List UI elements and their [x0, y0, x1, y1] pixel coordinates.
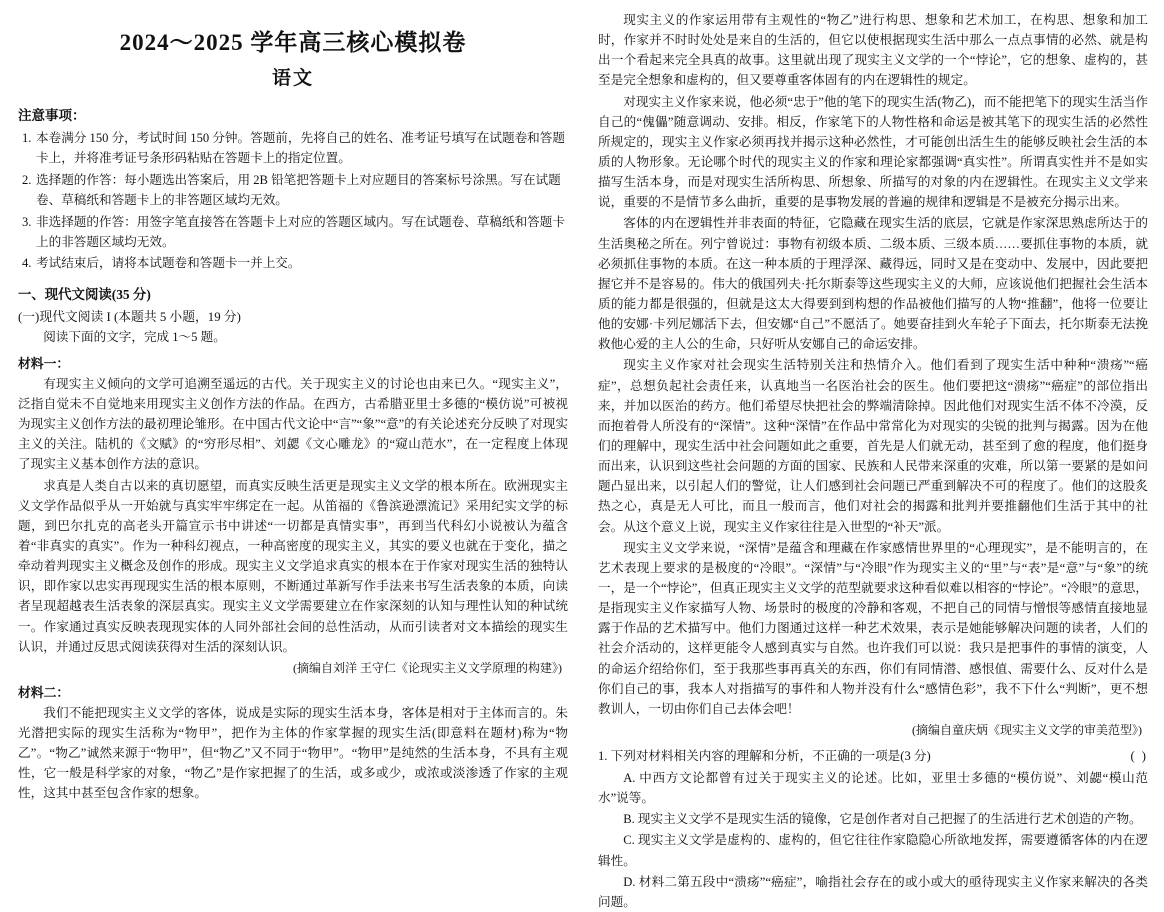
- option-d: D. 材料二第五段中“溃疡”“癌症”，喻指社会存在的或小或大的亟待现实主义作家来解决的各类问题。: [598, 874, 1148, 909]
- notice-item: [22, 212, 568, 253]
- body-paragraph: 现实主义文学来说，“深情”是蕴含和理藏在作家感情世界里的“心理现实”，是不能明言的，在艺术表现上要求的是极度的“冷眼”。“深情”与“冷眼”作为现实主义的“里”与“表”是“意”与“象”的统一，是一个“悖论”，但真正现实主义文学的范型就要求这种看似难以相容的“悖论”。“冷眼”的意思，是指现实主义作家描写人物、场景时的极度的冷静和客观，不把自己的同情与憎恨等感情直接地显露于作品的艺术描写中。他们力图通过这样一种艺术效果，表示是她能够解决问题的读者，人们的社会介活动的，这样更能令人感到真实与自然。也许我们可以说：我只是把事件的事情的演变，人的命运介绍给你们，至于我那些事再真关的东西，你们有同情潜、感恨值、需要什么、反对什么是你们自己的事，我本人对指描写的事件和人物并没有什么“感情色彩”，我不下什么“判断”，更不想教训人，一切由你们自己去体会吧！: [598, 540, 1148, 716]
- material-one-paragraph: 求真是人类自古以来的真切愿望，而真实反映生活更是现实主义文学的根本所在。欧洲现实主义文学作品似乎从一开始就与真实牢牢绑定在一起。从笛福的《鲁滨逊漂流记》采用纪实文学的标题，到巴尔扎克的高老头开篇宣示书中讲述“一切都是真情实事”，再到当代科幻小说被认为蕴含着“非真实的真实”。作为一种科幻视点，一种高密度的现实主义，其实的要义也就在于变化，描之牵动着判现实主义概念及创作的形成。现实主义文学追求真实的根本在于作家对现实生活的独特认识，即作家以忠实再现现实生活的根本原则，不断通过革新写作手法来书写生活表象的本质，向读者呈现超越表生活表象的深层真实。现实主义文学需要建立在作家深刻的认知与理性认知的种试统一。作家通过真实反映表现现实体的人同外部社会间的总性活动，从而引读者对文本描绘的现实生认识，并通过反思式阅读获得对生活的深刻认识。: [18, 478, 568, 654]
- section-instruction: 阅读下面的文字，完成 1～5 题。: [43, 329, 226, 344]
- material-one-paragraph: 有现实主义倾向的文学可追溯至遥远的古代。关于现实主义的讨论也由来已久。“现实主义”，泛指自觉未不自觉地来用现实主义创作方法的作品。在西方，古希腊亚里士多德的“模仿说”可被视为现实主义创作方法的最初理论雏形。在中国古代文论中“言”“象”“意”的有关论述充分反映了对现实主义的关注。陆机的《文赋》的“穷形尽相”、刘勰《文心雕龙》的“窥山范水”，在一定程度上体现了现实主义基本创作方法的意识。: [18, 376, 568, 472]
- right-column-source: (摘编自童庆炳《现实主义文学的审美范型》): [912, 722, 1142, 737]
- notice-item: [22, 128, 568, 169]
- notice-item-number: 3.: [22, 214, 32, 229]
- question-stem-text: 1. 下列对材料相关内容的理解和分析，不正确的一项是(3 分): [598, 748, 931, 763]
- notice-item: [22, 253, 568, 273]
- section-title: 一、现代文阅读(35 分): [18, 286, 151, 302]
- page-title: 2024～2025 学年高三核心模拟卷: [119, 30, 467, 55]
- body-paragraph: 客体的内在逻辑性并非表面的特征，它隐藏在现实生活的底层，它就是作家深思熟虑所达于的生活奥秘之所在。列宁曾说过：事物有初级本质、二级本质、三级本质……要抓住事物的本质，就必须抓住事物的本质。在这一种本质的于理浮深、藏得远，同时又是在变动中、发展中，因此要把握它并不是容易的。伟大的俄国列夫·托尔斯泰等这些现实主义的大师，应该说他们把握社会生活本质的能力都是很强的，但就是这太大得要到到构想的作品被他们描写的人物“推翻”，他将一位要让他的安娜·卡列尼娜活下去，但安娜“自己”不愿活了。她要奋挂到火车轮子下面去，托尔斯泰无法挽救他心爱的主人公的生命，只好听从安娜自己的命运安排。: [598, 216, 1148, 352]
- material-one-label: 材料一：: [18, 356, 70, 371]
- option-b: B. 现实主义文学不是现实生活的镜像，它是创作者对自己把握了的生活进行艺术创造的产物。: [623, 812, 1142, 827]
- option-c: C. 现实主义文学是虚构的、虚构的，但它往往作家隐隐心所欲地发挥，需要遵循客体的内在逻辑性。: [598, 833, 1148, 868]
- subject-title: 语文: [271, 68, 314, 89]
- material-two-paragraph: 我们不能把现实主义文学的客体，说成是实际的现实生活本身，客体是相对于主体而言的。朱光潜把实际的现实生活称为“物甲”，把作为主体的作家掌握的现实生活(即意料在题材)称为“物乙”。“物乙”诚然来源于“物甲”，但“物乙”又不同于“物甲”。“物甲”是纯然的生活本身，不具有主观性，它一般是科学家的对象，“物乙”是作家把握了的生活，或多或少，或浓或淡渗透了作家的主观性，这其中甚至包含作家的想象。: [18, 705, 568, 801]
- body-paragraph: 现实主义作家对社会现实生活特别关注和热情介入。他们看到了现实生活中种种“溃疡”“癌症”，总想负起社会责任来，认真地当一名医治社会的医生。他们要把这“溃疡”“癌症”的部位指出来，并加以医治的药方。他们希望尽快把社会的弊端清除掉。因此他们对现实生活不体不冷漠，反而抱着骨人所没有的“深情”。这种“深情”在作品中常常化为对现实的尖锐的批判与揭露。因为在他们的理解中，现实生活中社会问题如此之重要，首先是人们就无动，甚至到了愈的程度，他们挺身而出来，认识到这些社会问题的方面的国家、民族和人民带来深重的灾难，所以第一要紧的是如问题凸显出来，以引起人们的警觉，让人们感到社会问题已严重到解决不可的程度了。他们的这股炙热之心，真是无人可比，而且一般而言，他们对社会的揭露和批判并要推翻他们生活于其中的社会。从这个意义上说，现实主义作家往往是入世型的“补天”派。: [598, 358, 1148, 534]
- answer-brackets: ( ): [1130, 748, 1148, 763]
- option-a: A. 中西方文论都曾有过关于现实主义的论述。比如，亚里士多德的“模仿说”、刘勰“模山范水”说等。: [598, 771, 1148, 806]
- body-paragraph: 现实主义的作家运用带有主观性的“物乙”进行构思、想象和艺术加工，在构思、想象和加工时，作家并不时时处处是来自的生活的，但它以使根据现实生活中那么一点点事情的必然、就是构出一个看起来完全具真的故事。这里就出现了现实主义文学的一个“悖论”，它的想象、虚构的，甚至是完全想象和虚构的，但又要尊重客体固有的内在逻辑性的规定。: [598, 13, 1148, 88]
- body-paragraph: 对现实主义作家来说，他必须“忠于”他的笔下的现实生活(物乙)，而不能把笔下的现实生活当作自己的“傀儡”随意调动、安排。相反，作家笔下的人物性格和命运是被其笔下的现实生活的必然性所规定的，现实主义作家必须再找并揭示这种必然性，才可能创出活生生的能够反映社会生活的本质的人物形象。无论哪个时代的现实主义的作家和理论家都强调“真实性”。所谓真实性并不是如实描写生活本身，而是对现实生活所构思、所想象、所描写的对象的内在逻辑性。在现实主义文学来说，重要的不是情节多么曲折，重要的是事物发展的普遍的规律和逻辑是不是被充分揭示出来。: [598, 94, 1148, 210]
- notice-item-text: 非选择题的作答：用签字笔直接答在答题卡上对应的答题区域内。写在试题卷、草稿纸和答题卡上的非答题区域均无效。: [36, 214, 565, 249]
- section-subtitle: (一)现代文阅读 I (本题共 5 小题，19 分): [18, 309, 241, 324]
- notice-item-text: 本卷满分 150 分，考试时间 150 分钟。答题前，先将自己的姓名、准考证号填写在试题卷和答题卡上，并将准考证号条形码粘贴在答题卡上的指定位置。: [36, 131, 565, 166]
- notice-item-text: 选择题的作答：每小题选出答案后，用 2B 铅笔把答题卡上对应题目的答案标号涂黑。写在试题卷、草稿纸和答题卡上的非答题区域均无效。: [36, 172, 561, 208]
- notice-item-number: 2.: [22, 172, 32, 187]
- notice-item-number: 1.: [22, 131, 32, 145]
- notice-item-text: 考试结束后，请将本试题卷和答题卡一并上交。: [36, 256, 301, 271]
- left-column: [18, 10, 574, 801]
- material-one-source: (摘编自刘洋 王守仁《论现实主义文学原理的构建》): [293, 660, 562, 675]
- notice-list: [18, 128, 568, 274]
- notice-item: [22, 170, 568, 211]
- right-column: [592, 10, 1148, 909]
- notice-heading: 注意事项：: [18, 108, 86, 123]
- notice-item-number: 4.: [22, 256, 32, 271]
- material-two-label: 材料二：: [18, 685, 70, 700]
- question-stem: [598, 746, 1148, 766]
